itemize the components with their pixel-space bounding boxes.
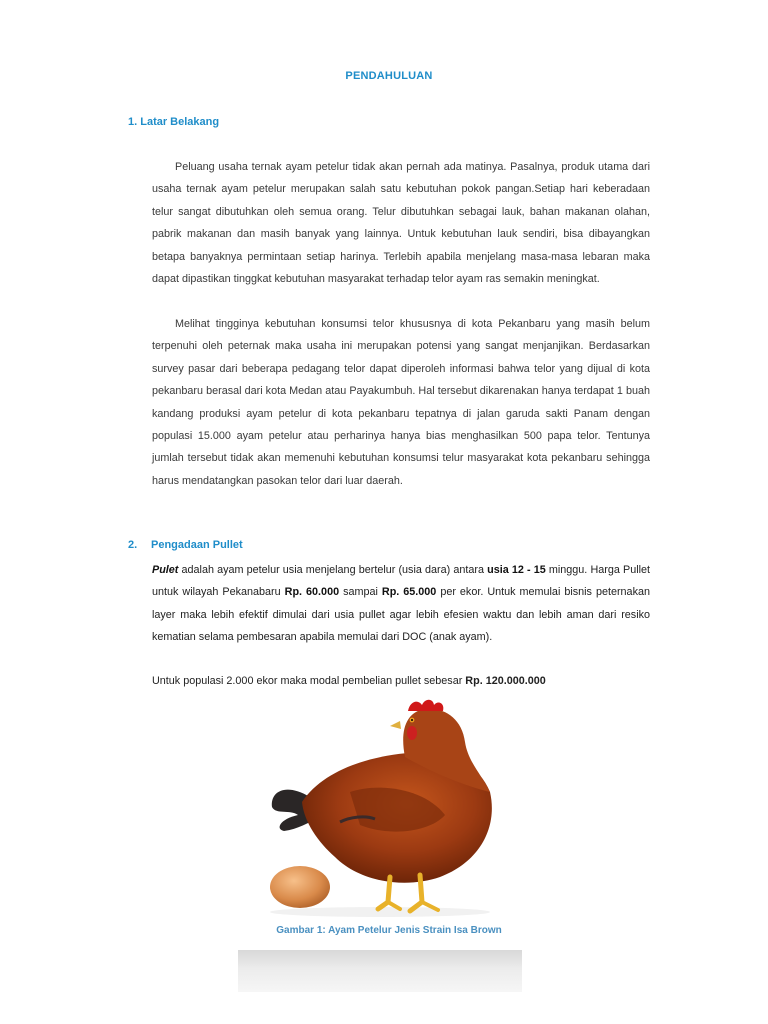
modal-text: Untuk populasi 2.000 ekor maka modal pembelian pullet sebesar	[152, 675, 466, 687]
price-low: Rp. 60.000	[284, 586, 340, 599]
price-high: Rp. 65.000	[381, 586, 437, 599]
paragraph-1: Peluang usaha ternak ayam petelur tidak akan pernah ada matinya. Pasalnya, produk utama dari usaha ternak ayam petelur merupakan salah satu kebutuhan pokok pangan.Setiap hari keberadaan telur sangat dibutuhkan oleh semua orang. Telur dibutuhkan sebagai lauk, bahan makanan olahan, pabrik makanan dan masih banyak yang lainnya. Untuk kebutuhan lauk sendiri, bisa dibayangkan betapa banyaknya permintaan setiap harinya. Terlebih apabila menjelang masa-masa lebaran maka dapat dipastikan tinggkat kebutuhan masyarakat terhadap telor ayam ras semakin meningkat.	[152, 161, 650, 286]
pullet-term: Pulet	[152, 564, 179, 576]
modal-value: Rp. 120.000.000	[465, 675, 546, 687]
section-number: 2.	[128, 539, 138, 551]
second-photo-partial	[238, 950, 522, 992]
pullet-paragraph	[152, 559, 650, 649]
section-heading-text: Pengadaan Pullet	[151, 539, 243, 551]
chicken-photo	[240, 697, 522, 919]
pullet-text-a: adalah ayam petelur usia menjelang bertelur (usia dara) antara	[178, 564, 488, 576]
pullet-text-d: per ekor. Untuk memulai bisnis peternakan layer maka lebih efektif dimulai dari usia pullet agar lebih efesien waktu dan lebih aman dari resiko kematian selama pembesaran apabila memulai dari DOC (anak ayam).	[152, 586, 650, 644]
section-heading-pengadaan-pullet	[128, 539, 243, 551]
paragraph-2: Melihat tingginya kebutuhan konsumsi telor khususnya di kota Pekanbaru yang masih belum terpenuhi oleh peternak maka usaha ini merupakan potensi yang sangat menjanjikan. Berdasarkan survey pasar dari beberapa pedagang telor dapat diperoleh informasi bahwa telor yang dijual di kota pekanbaru berasal dari kota Medan atau Payakumbuh. Hal tersebut dikarenakan hanya terdapat 1 buah kandang produksi ayam petelur di kota pekanbaru tepatnya di jalan garuda sakti Panam dengan populasi 15.000 ayam petelur atau perharinya hanya bias menghasilkan 500 papa telor. Tentunya jumlah tersebut tidak akan memenuhi kebutuhan konsumsi telur masyarakat kota pekanbaru sehingga harus mendatangkan pasokan telor dari luar daerah.	[152, 318, 650, 487]
section-heading-latar-belakang: 1. Latar Belakang	[128, 116, 220, 128]
figure-caption: Gambar 1: Ayam Petelur Jenis Strain Isa Brown	[276, 925, 502, 936]
pullet-text-b: minggu. Harga Pullet untuk wilayah Pekanabaru	[152, 564, 650, 599]
pullet-text-c: sampai	[339, 586, 382, 599]
age-range: usia 12 - 15	[487, 564, 546, 576]
modal-line	[152, 670, 546, 692]
document-title: PENDAHULUAN	[345, 70, 433, 82]
